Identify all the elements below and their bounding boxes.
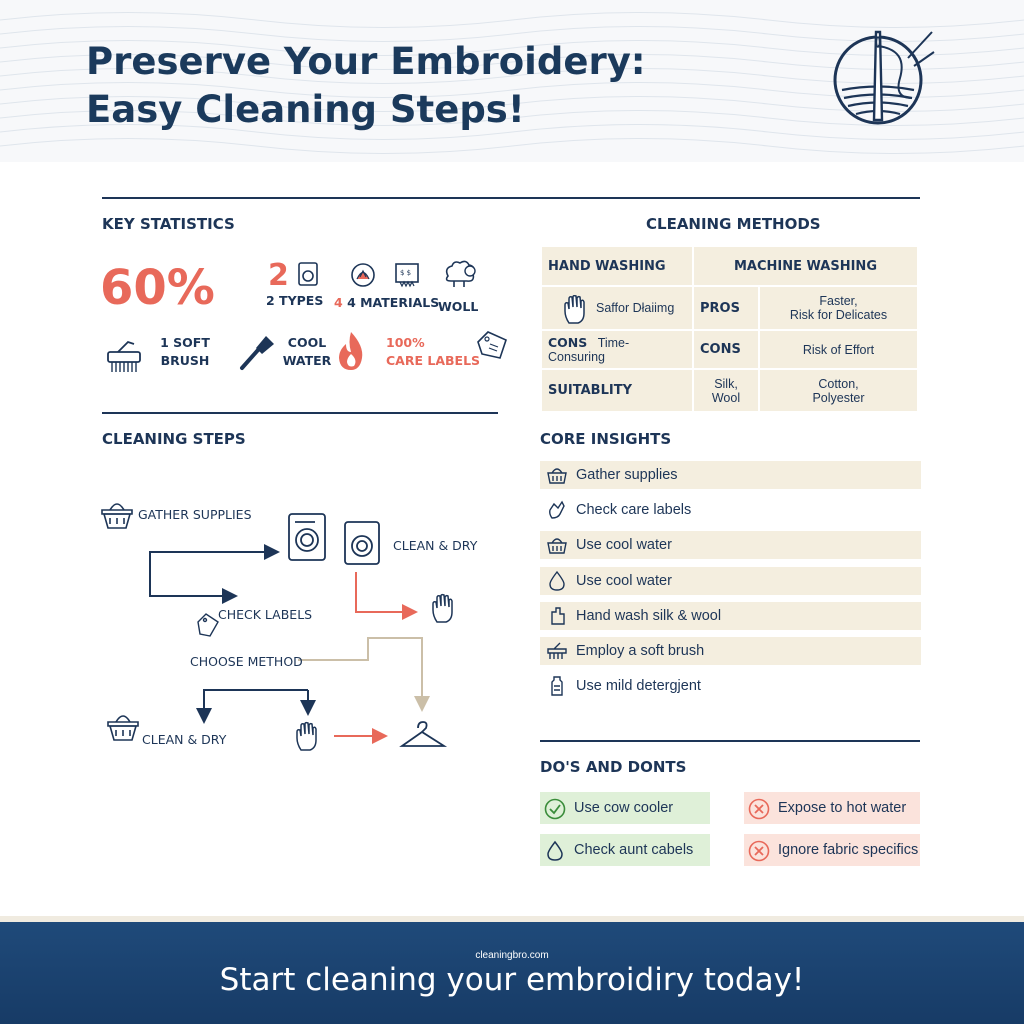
do-item-1 [540,792,710,824]
insight-text: Use cool water [576,537,672,553]
dont-text-1: Expose to hot water [778,800,907,816]
step-check-labels: CHECK LABELS [218,607,313,622]
x-circle-icon [748,798,770,820]
brush-line-2: BRUSH [160,353,210,368]
cleaning-steps-flow-diagram [100,490,460,770]
paintbrush-icon [238,332,278,372]
embroidery-hoop-logo-icon [828,28,938,130]
divider-steps [102,412,498,414]
brush-stat [160,334,210,370]
brush-line-1: 1 SOFT [160,335,210,350]
fabric-tag-icon [394,262,420,288]
do-item-2 [540,834,710,866]
dont-item-2 [744,834,920,866]
step-choose-method: CHOOSE METHOD [190,654,303,669]
labels-line-1: 100% [386,335,425,350]
cell-machine-suitability [759,369,918,412]
hand-tag-icon [546,500,568,520]
insight-text: Employ a soft brush [576,643,705,659]
basket-icon [546,465,568,485]
washing-machine-icon [298,262,318,286]
basket-icon [546,535,568,555]
pros-label: PROS [693,286,759,330]
materials-text: 4 MATERIALS [347,295,440,310]
washing-machine-icon-1 [289,514,325,560]
step-clean-dry-bottom: CLEAN & DRY [142,732,227,747]
col-hand-washing: HAND WASHING [541,246,693,286]
dont-text-2: Ignore fabric specifics [778,842,919,858]
cleaning-methods-table [540,245,919,413]
types-number: 2 [268,258,289,293]
materials-label: 4 4 MATERIALS [334,295,440,310]
basket-icon-top [102,504,132,528]
brand-url: cleaningbro.com [475,950,549,961]
hand-icon-step [433,595,452,622]
cons-label-machine: CONS [693,330,759,369]
insight-item [540,602,921,630]
water-line-1: COOL [287,335,327,350]
footer-banner [0,916,1024,1024]
machine-cons-text: Risk of Effort [759,330,918,369]
insight-item [540,461,921,489]
brush-icon [546,641,568,661]
sheep-icon [440,256,478,290]
hand-suit-line-1: Silk, [714,376,738,391]
col-machine-washing: MACHINE WASHING [693,246,918,286]
insight-item [540,567,921,595]
step-clean-dry-top: CLEAN & DRY [393,538,478,553]
hanger-icon [402,722,444,746]
hand-suit-line-2: Wool [711,390,741,405]
machine-pros-line-2: Risk for Delicates [789,308,888,322]
tag-icon-step [198,614,218,636]
svg-text:$ $: $ $ [400,269,412,277]
header-banner [0,0,1024,162]
water-line-2: WATER [282,353,332,368]
types-label: 2 TYPES [266,293,324,308]
hand-pros-text: Saffor Dłaiimg [596,301,675,315]
insight-item [540,672,921,700]
machine-suit-line-1: Cotton, [818,376,859,391]
insight-text: Gather supplies [576,467,678,483]
check-circle-icon [544,798,566,820]
water-drop-icon [546,571,568,591]
cell-hand-suitability [693,369,759,412]
dos-donts-heading: DO'S AND DONTS [540,758,687,776]
washing-machine-icon-2 [345,522,379,564]
suitability-label: SUITABLITY [541,369,693,412]
cell-machine-pros [759,286,918,330]
title-line-2: Easy Cleaning Steps! [86,88,525,131]
insight-item [540,531,921,559]
hand-wash-icon [546,606,568,626]
cleaning-methods-heading: CLEANING METHODS [646,215,821,233]
detergent-bottle-icon [546,676,568,696]
cleaning-steps-heading: CLEANING STEPS [102,430,246,448]
machine-pros-line-1: Faster, [819,294,858,308]
cell-hand-pros [541,286,693,330]
water-drop-icon [544,840,566,862]
percent-stat: 60% [100,260,215,316]
fabric-materials-icon [350,262,376,288]
insight-text: Check care labels [576,502,692,518]
insight-item [540,496,921,524]
basket-icon-bottom [108,716,138,740]
insight-text: Use cool water [576,573,672,589]
cell-hand-cons [541,330,693,369]
insight-text: Use mild detergjent [576,678,701,694]
labels-stat [386,334,480,370]
machine-suit-line-2: Polyester [812,390,865,405]
care-label-tag-icon [474,330,508,360]
water-stat [282,334,332,370]
key-statistics-heading: KEY STATISTICS [102,215,235,233]
insight-item [540,637,921,665]
brush-icon [104,338,144,374]
hand-icon [562,295,588,325]
cons-label-hand: CONS [548,335,588,350]
do-text-2: Check aunt cabels [574,842,694,858]
title-line-1: Preserve Your Embroidery: [86,40,646,83]
divider-dos [540,740,920,742]
hand-icon-bottom [297,723,316,750]
dont-item-1 [744,792,920,824]
insight-text: Hand wash silk & wool [576,608,722,624]
page-title [86,38,646,134]
labels-line-2: CARE LABELS [386,353,481,368]
do-text-1: Use cow cooler [574,800,674,816]
step-gather-supplies: GATHER SUPPLIES [138,507,252,522]
x-circle-icon [748,840,770,862]
footer-cta: Start cleaning your embroidiry today! [219,962,805,998]
core-insights-heading: CORE INSIGHTS [540,430,672,448]
hand-cons-text: Time-Consuring [548,336,630,364]
wool-label: WOLL [438,299,479,314]
flame-icon [334,330,368,372]
divider-top [102,197,920,199]
